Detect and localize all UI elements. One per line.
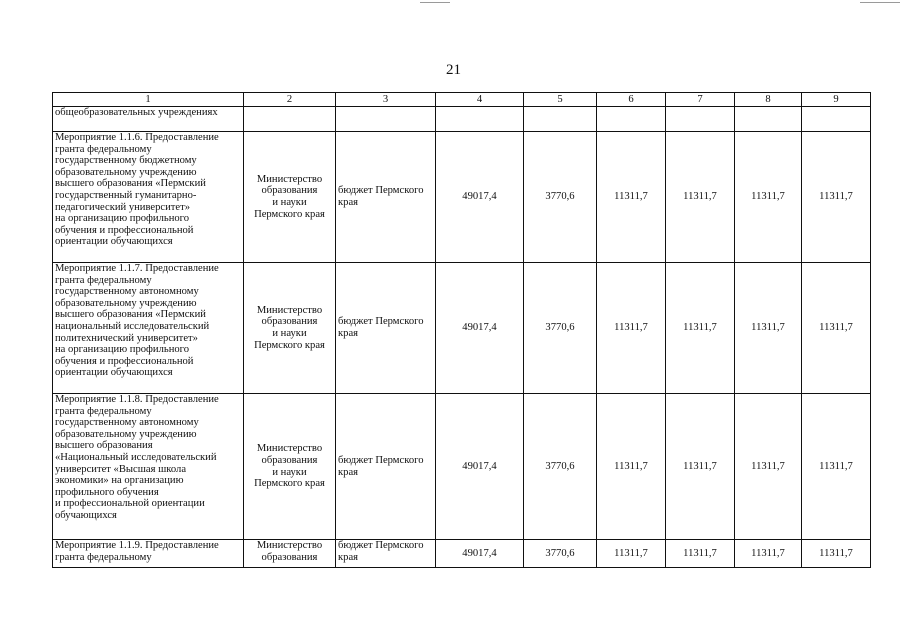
cell-value: 11311,7 — [735, 263, 802, 394]
cell-total: 49017,4 — [436, 132, 524, 263]
cell-value: 11311,7 — [597, 132, 666, 263]
header-cell: 5 — [524, 93, 597, 107]
table-header-row — [53, 93, 871, 107]
table-row — [53, 394, 871, 540]
cell-executor: Министерство образования — [244, 540, 336, 568]
cell-value: 11311,7 — [597, 394, 666, 540]
cell-empty — [735, 107, 802, 132]
cell-value: 11311,7 — [735, 132, 802, 263]
table-row — [53, 263, 871, 394]
cell-value: 11311,7 — [802, 540, 871, 568]
header-cell: 9 — [802, 93, 871, 107]
cell-value: 11311,7 — [735, 540, 802, 568]
cell-total: 49017,4 — [436, 540, 524, 568]
header-cell: 1 — [53, 93, 244, 107]
cell-funding-source: бюджет Пермского края — [336, 132, 436, 263]
header-cell: 4 — [436, 93, 524, 107]
cell-value: 11311,7 — [597, 540, 666, 568]
cell-measure-name: Мероприятие 1.1.9. Предоставление гранта федеральному — [53, 540, 244, 568]
header-cell: 3 — [336, 93, 436, 107]
cell-total: 49017,4 — [436, 263, 524, 394]
budget-table — [52, 92, 871, 568]
cell-executor: Министерство образования и науки Пермского края — [244, 394, 336, 540]
cell-value: 11311,7 — [666, 540, 735, 568]
cell-value: 11311,7 — [802, 394, 871, 540]
header-cell: 8 — [735, 93, 802, 107]
table-row — [53, 540, 871, 568]
cell-value: 11311,7 — [666, 394, 735, 540]
cell-value: 11311,7 — [666, 132, 735, 263]
table-row — [53, 132, 871, 263]
cell-value: 11311,7 — [802, 132, 871, 263]
scan-mark — [860, 2, 900, 3]
cell-total: 49017,4 — [436, 394, 524, 540]
cell-measure-name: Мероприятие 1.1.8. Предоставление гранта федеральному государственному автономному образовательному учреждению высшего образования «Национальный исследовательский университет «Высшая школа экономики» на организацию профильного обучения и профессиональной ориентации обучающихся — [53, 394, 244, 540]
header-cell: 2 — [244, 93, 336, 107]
cell-executor: Министерство образования и науки Пермского края — [244, 263, 336, 394]
header-cell: 6 — [597, 93, 666, 107]
cell-funding-source: бюджет Пермского края — [336, 540, 436, 568]
cell-measure-name: Мероприятие 1.1.7. Предоставление гранта федеральному государственному автономному образовательному учреждению высшего образования «Пермский национальный исследовательский политехнический университет» на организацию профильного обучения и профессиональной ориентации обучающихся — [53, 263, 244, 394]
cell-funding-source: бюджет Пермского края — [336, 394, 436, 540]
cell-value: 11311,7 — [666, 263, 735, 394]
cell-empty — [436, 107, 524, 132]
scan-mark — [420, 2, 450, 3]
cell-value: 11311,7 — [735, 394, 802, 540]
cell-measure-name: общеобразовательных учреждениях — [53, 107, 244, 132]
cell-empty — [244, 107, 336, 132]
table-row-continuation — [53, 107, 871, 132]
cell-empty — [597, 107, 666, 132]
cell-value: 3770,6 — [524, 540, 597, 568]
cell-empty — [802, 107, 871, 132]
cell-value: 3770,6 — [524, 132, 597, 263]
cell-value: 11311,7 — [802, 263, 871, 394]
cell-empty — [666, 107, 735, 132]
cell-executor: Министерство образования и науки Пермского края — [244, 132, 336, 263]
cell-value: 3770,6 — [524, 394, 597, 540]
cell-value: 3770,6 — [524, 263, 597, 394]
cell-measure-name: Мероприятие 1.1.6. Предоставление гранта федеральному государственному бюджетному образовательному учреждению высшего образования «Пермский государственный гуманитарно- педагогический университет» на организацию профильного обучения и профессиональной ориентации обучающихся — [53, 132, 244, 263]
cell-empty — [524, 107, 597, 132]
cell-value: 11311,7 — [597, 263, 666, 394]
header-cell: 7 — [666, 93, 735, 107]
cell-empty — [336, 107, 436, 132]
cell-funding-source: бюджет Пермского края — [336, 263, 436, 394]
page-number: 21 — [446, 62, 461, 78]
